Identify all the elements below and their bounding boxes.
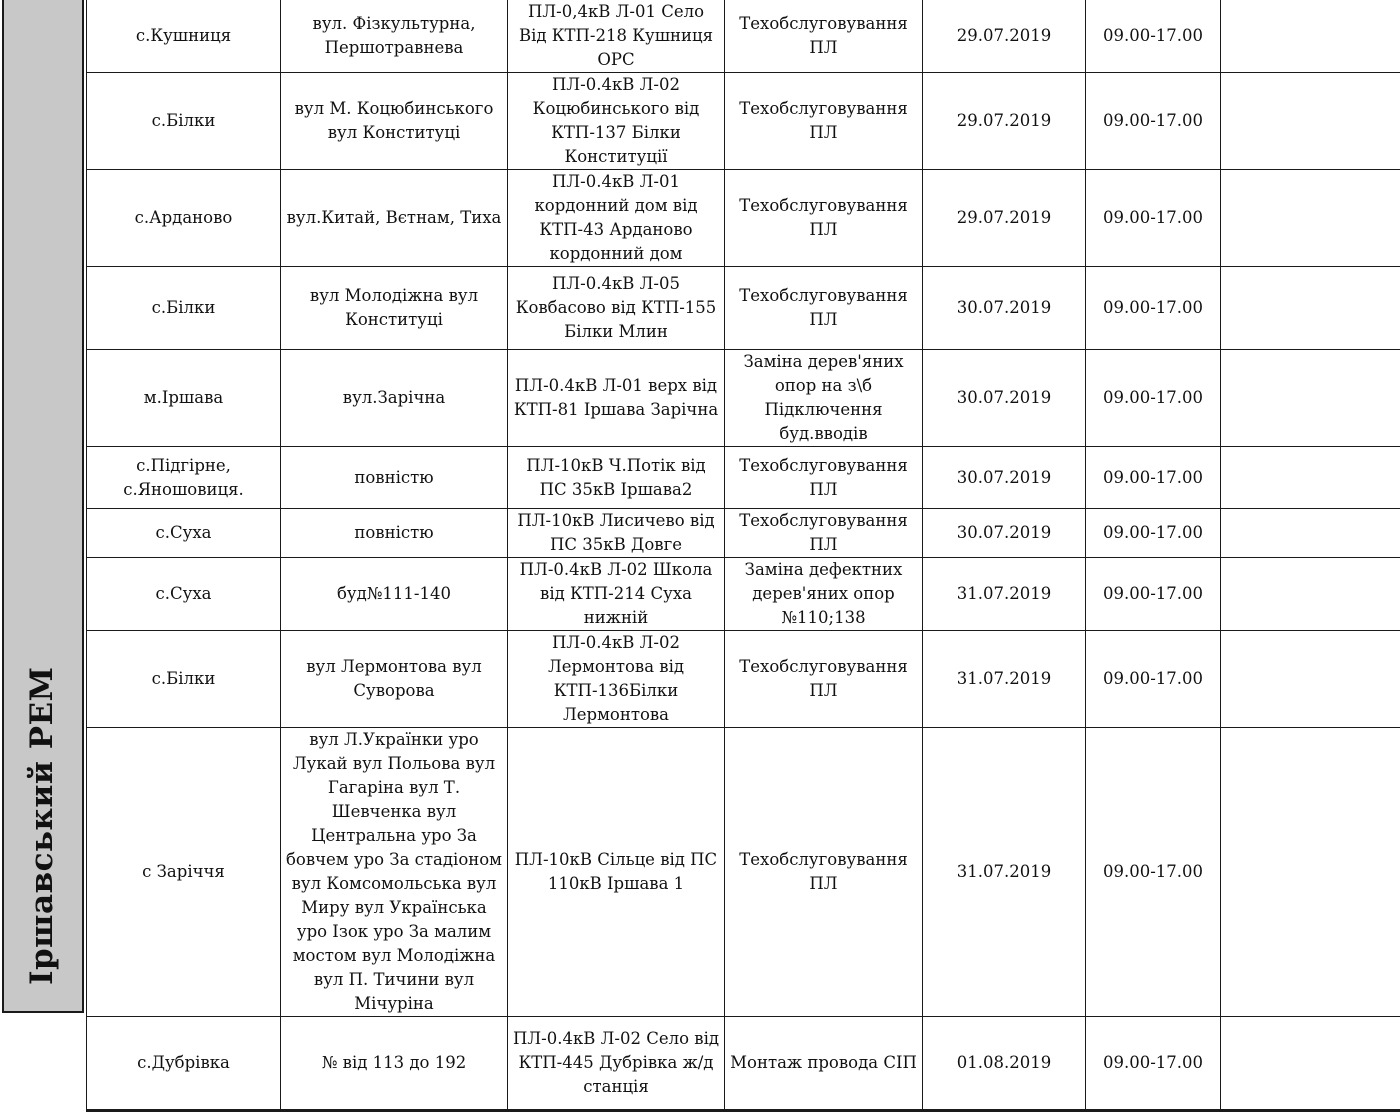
date-cell: 01.08.2019 — [923, 1017, 1086, 1111]
table-row — [87, 73, 1400, 170]
streets-cell: вул Лермонтова вул Суворова — [281, 631, 508, 728]
table-body — [87, 0, 1400, 1111]
streets-cell: вул М. Коцюбинського вул Конституці — [281, 73, 508, 170]
power-line-cell: ПЛ-0.4кВ Л-01 верх від КТП-81 Іршава Зарічна — [508, 350, 725, 447]
time-cell: 09.00-17.00 — [1086, 267, 1221, 350]
settlement-cell: м.Іршава — [87, 350, 281, 447]
streets-cell: вул. Фізкультурна, Першотравнева — [281, 0, 508, 73]
table-row — [87, 558, 1400, 631]
power-line-cell: ПЛ-10кВ Сільце від ПС 110кВ Іршава 1 — [508, 728, 725, 1017]
power-line-cell: ПЛ-0.4кВ Л-02 Лермонтова від КТП-136Білки Лермонтова — [508, 631, 725, 728]
table-row — [87, 267, 1400, 350]
streets-cell: вул Молодіжна вул Конституці — [281, 267, 508, 350]
time-cell: 09.00-17.00 — [1086, 728, 1221, 1017]
settlement-cell: с.Білки — [87, 73, 281, 170]
settlement-cell: с Зарiччя — [87, 728, 281, 1017]
date-cell: 30.07.2019 — [923, 267, 1086, 350]
note-cell — [1221, 558, 1400, 631]
date-cell: 30.07.2019 — [923, 447, 1086, 509]
power-line-cell: ПЛ-0.4кВ Л-02 Школа від КТП-214 Суха нижній — [508, 558, 725, 631]
time-cell: 09.00-17.00 — [1086, 631, 1221, 728]
note-cell — [1221, 728, 1400, 1017]
note-cell — [1221, 631, 1400, 728]
power-line-cell: ПЛ-0.4кВ Л-02 Село від КТП-445 Дубрівка ж/д станція — [508, 1017, 725, 1111]
table-row — [87, 631, 1400, 728]
power-line-cell: ПЛ-0.4кВ Л-05 Ковбасово від КТП-155 Білки Млин — [508, 267, 725, 350]
note-cell — [1221, 447, 1400, 509]
table-row — [87, 509, 1400, 558]
note-cell — [1221, 350, 1400, 447]
table-row — [87, 447, 1400, 509]
time-cell: 09.00-17.00 — [1086, 0, 1221, 73]
work-type-cell: Техобслуговування ПЛ — [725, 509, 923, 558]
power-line-cell: ПЛ-0.4кВ Л-01 кордонний дом від КТП-43 Арданово кордонний дом — [508, 170, 725, 267]
note-cell — [1221, 509, 1400, 558]
table-row — [87, 350, 1400, 447]
settlement-cell: с.Суха — [87, 558, 281, 631]
outage-schedule-table — [86, 0, 1400, 1112]
streets-cell: вул.Китай, Вєтнам, Тиха — [281, 170, 508, 267]
work-type-cell: Техобслуговування ПЛ — [725, 73, 923, 170]
work-type-cell: Техобслуговування ПЛ — [725, 447, 923, 509]
time-cell: 09.00-17.00 — [1086, 509, 1221, 558]
date-cell: 31.07.2019 — [923, 728, 1086, 1017]
work-type-cell: Заміна дефектних дерев'яних опор №110;138 — [725, 558, 923, 631]
note-cell — [1221, 73, 1400, 170]
table-row — [87, 0, 1400, 73]
power-line-cell: ПЛ-0.4кВ Л-02 Коцюбинського від КТП-137 Білки Конституції — [508, 73, 725, 170]
date-cell: 30.07.2019 — [923, 350, 1086, 447]
date-cell: 31.07.2019 — [923, 558, 1086, 631]
date-cell: 31.07.2019 — [923, 631, 1086, 728]
streets-cell: повністю — [281, 509, 508, 558]
work-type-cell: Монтаж провода СІП — [725, 1017, 923, 1111]
settlement-cell: с.Арданово — [87, 170, 281, 267]
note-cell — [1221, 1017, 1400, 1111]
date-cell: 29.07.2019 — [923, 0, 1086, 73]
work-type-cell: Техобслуговування ПЛ — [725, 728, 923, 1017]
streets-cell: вул Л.Українки уро Лукай вул Польова вул Гагаріна вул Т. Шевченка вул Центральна уро За бовчем уро За стадіоном вул Комсомольська вул Миру вул Українська уро Ізок уро За малим мостом вул Молодіжна вул П. Тичини вул Мічуріна — [281, 728, 508, 1017]
rem-side-label: Іршавський РЕМ — [24, 667, 60, 985]
streets-cell: вул.Зарічна — [281, 350, 508, 447]
note-cell — [1221, 267, 1400, 350]
note-cell — [1221, 170, 1400, 267]
date-cell: 30.07.2019 — [923, 509, 1086, 558]
time-cell: 09.00-17.00 — [1086, 170, 1221, 267]
time-cell: 09.00-17.00 — [1086, 447, 1221, 509]
streets-cell: повністю — [281, 447, 508, 509]
streets-cell: буд№111-140 — [281, 558, 508, 631]
power-line-cell: ПЛ-10кВ Ч.Потік від ПС 35кВ Іршава2 — [508, 447, 725, 509]
work-type-cell: Техобслуговування ПЛ — [725, 0, 923, 73]
time-cell: 09.00-17.00 — [1086, 558, 1221, 631]
power-line-cell: ПЛ-10кВ Лисичево від ПС 35кВ Довге — [508, 509, 725, 558]
time-cell: 09.00-17.00 — [1086, 350, 1221, 447]
table-row — [87, 170, 1400, 267]
note-cell — [1221, 0, 1400, 73]
work-type-cell: Техобслуговування ПЛ — [725, 170, 923, 267]
settlement-cell: с.Білки — [87, 631, 281, 728]
settlement-cell: с.Кушниця — [87, 0, 281, 73]
table-row — [87, 728, 1400, 1017]
settlement-cell: с.Білки — [87, 267, 281, 350]
date-cell: 29.07.2019 — [923, 73, 1086, 170]
time-cell: 09.00-17.00 — [1086, 73, 1221, 170]
time-cell: 09.00-17.00 — [1086, 1017, 1221, 1111]
settlement-cell: с.Підгірне, с.Яношовиця. — [87, 447, 281, 509]
work-type-cell: Техобслуговування ПЛ — [725, 631, 923, 728]
date-cell: 29.07.2019 — [923, 170, 1086, 267]
power-line-cell: ПЛ-0,4кВ Л-01 Село Від КТП-218 Кушниця ОРС — [508, 0, 725, 73]
streets-cell: № від 113 до 192 — [281, 1017, 508, 1111]
settlement-cell: с.Суха — [87, 509, 281, 558]
table-row — [87, 1017, 1400, 1111]
work-type-cell: Техобслуговування ПЛ — [725, 267, 923, 350]
settlement-cell: с.Дубрівка — [87, 1017, 281, 1111]
work-type-cell: Заміна дерев'яних опор на з\б Підключення буд.вводів — [725, 350, 923, 447]
